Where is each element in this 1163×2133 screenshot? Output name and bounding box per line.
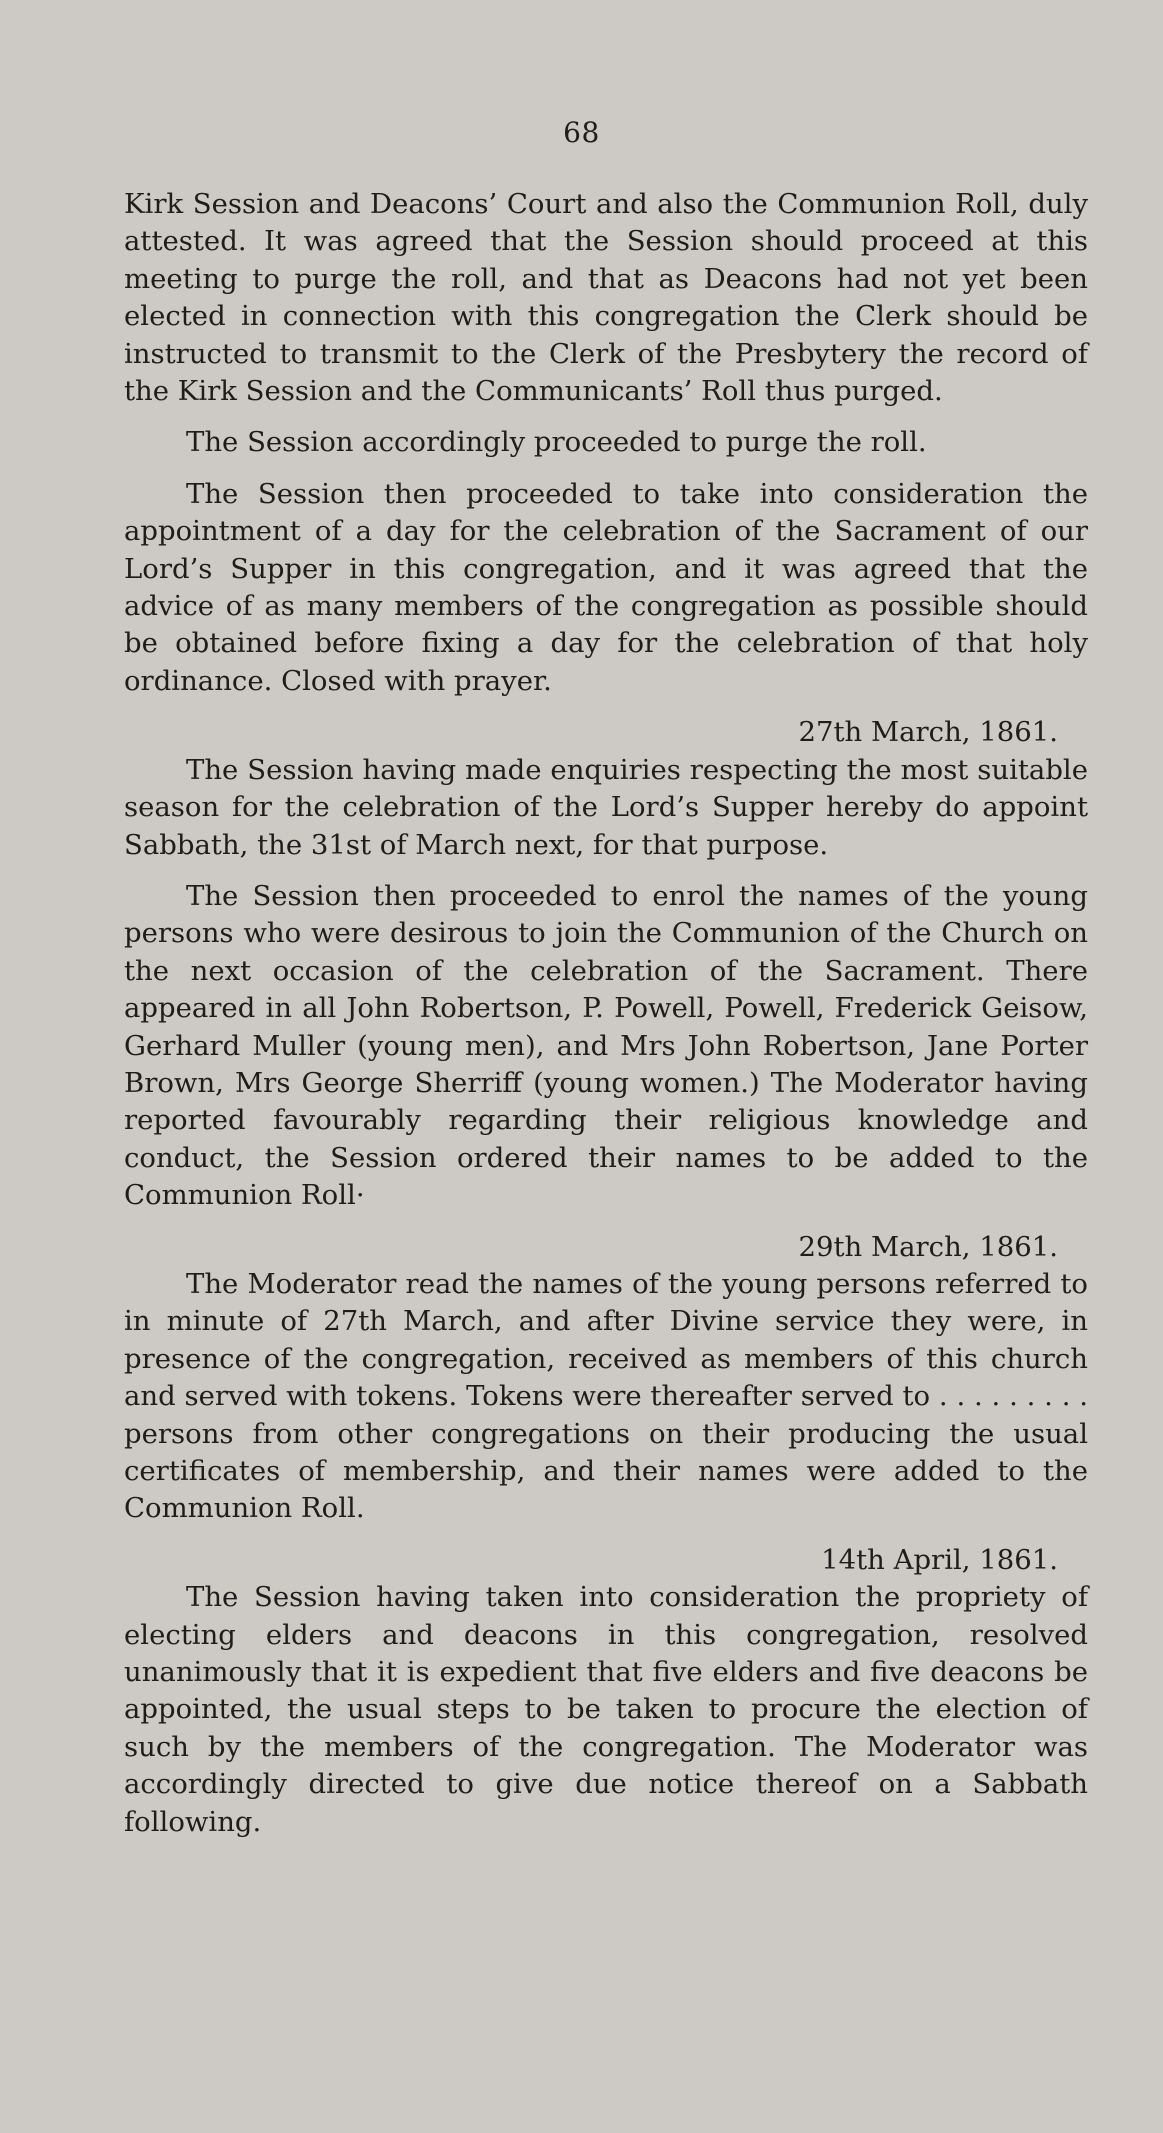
paragraph-sacrament-day: The Session then proceeded to take into consideration the appointment of a day for the celebration of the Sacrament of our Lord’s Supper in this congregation, and it was agreed that the advice of as many members of the congregation as possible should be obtained before fixing a day for the celebration of that holy ordinance. Closed with prayer.: [124, 477, 1088, 697]
minutes-text: [124, 186, 1088, 1841]
paragraph-appoint-sabbath: The Session having made enquiries respecting the most suitable season for the celebration of the Lord’s Supper hereby do appoint Sabbath, the 31st of March next, for that purpose.: [124, 753, 1088, 861]
minute-date-29-march: 29th March, 1861.: [798, 1230, 1058, 1263]
paragraph-roll-attested: Kirk Session and Deacons’ Court and also the Communion Roll, duly attested. It was agreed that the Session should proceed at this meeting to purge the roll, and that as Deacons had not yet been elected in connection with this congregation the Clerk should be instructed to transmit to the Clerk of the Presbytery the record of the Kirk Session and the Communicants’ Roll thus purged.: [124, 188, 1088, 408]
minute-date-27-march: 27th March, 1861.: [798, 716, 1058, 749]
paragraph-purge-roll: The Session accordingly proceeded to purge the roll.: [186, 426, 927, 459]
page-number: 68: [563, 116, 600, 149]
paragraph-tokens-served: The Moderator read the names of the young persons referred to in minute of 27th March, and after Divine service they were, in presence of the congregation, received as members of this church and served with tokens. Tokens were thereafter served to . . . . . . . . . persons from other congregations on their producing the usual certificates of membership, and their names were added to the Communion Roll.: [124, 1267, 1088, 1525]
paragraph-elect-elders-deacons: The Session having taken into consideration the propriety of electing elders and deacons in this congregation, resolved unanimously that it is expedient that five elders and five deacons be appointed, the usual steps to be taken to procure the election of such by the members of the congregation. The Moderator was accordingly directed to give due notice thereof on a Sabbath following.: [124, 1581, 1088, 1838]
minute-date-14-april: 14th April, 1861.: [821, 1543, 1058, 1576]
paragraph-enrol-young-persons: The Session then proceeded to enrol the names of the young persons who were desirous to join the Communion of the Church on the next occasion of the celebration of the Sacrament. There appeared in all John Robertson, P. Powell, Powell, Frederick Geisow, Gerhard Muller (young men), and Mrs John Robertson, Jane Porter Brown, Mrs George Sherriff (young women.) The Moderator having reported favourably regarding their religious knowledge and conduct, the Session ordered their names to be added to the Communion Roll·: [124, 879, 1088, 1212]
